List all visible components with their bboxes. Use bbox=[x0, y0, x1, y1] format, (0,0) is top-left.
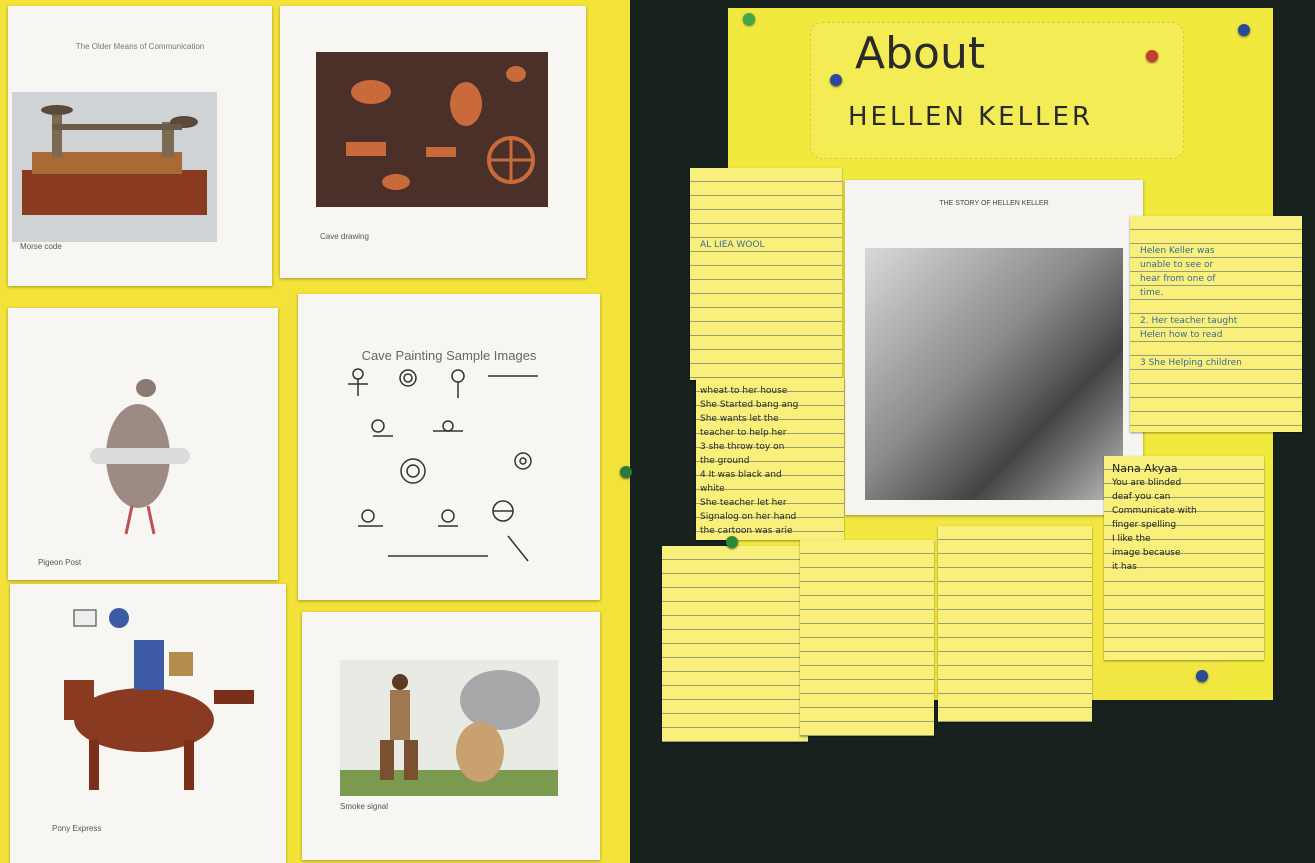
push-pin bbox=[726, 536, 738, 548]
handwritten-note bbox=[1130, 216, 1302, 432]
note-line: 4 It was black and bbox=[700, 470, 782, 480]
push-pin bbox=[1196, 670, 1208, 682]
note-line: She Started bang ang bbox=[700, 400, 799, 410]
handwritten-note bbox=[696, 378, 844, 540]
cave-drawing-caption: Cave drawing bbox=[320, 232, 369, 241]
about-title: About bbox=[855, 28, 986, 79]
pigeon-image bbox=[76, 376, 196, 540]
note-line: Helen Keller was bbox=[1140, 246, 1215, 256]
note-line: time. bbox=[1140, 288, 1164, 298]
note-line: Signalog on her hand bbox=[700, 512, 797, 522]
telegraph-sheet-title: The Older Means of Communication bbox=[75, 42, 205, 51]
note-line: teacher to help her bbox=[700, 428, 787, 438]
pony-express-caption: Pony Express bbox=[52, 824, 102, 833]
helen-keller-photo-sheet bbox=[845, 180, 1143, 515]
handwritten-note bbox=[662, 546, 808, 742]
note-line: Helen how to read bbox=[1140, 330, 1223, 340]
note-line: image because bbox=[1112, 548, 1181, 558]
note-line: unable to see or bbox=[1140, 260, 1214, 270]
about-subtitle: HELLEN KELLER bbox=[848, 102, 1094, 132]
note-line: You are blinded bbox=[1112, 478, 1182, 488]
handwritten-note bbox=[938, 526, 1092, 722]
cave-painting-title: Cave Painting Sample Images bbox=[361, 348, 537, 363]
note-line: 3 she throw toy on bbox=[700, 442, 785, 452]
smoke-signal-caption: Smoke signal bbox=[340, 802, 389, 811]
pigeon-sheet bbox=[8, 308, 278, 580]
smoke-signal-sheet bbox=[302, 612, 600, 860]
note-line: the ground bbox=[700, 456, 750, 466]
note-line: 2. Her teacher taught bbox=[1140, 316, 1238, 326]
push-pin bbox=[830, 74, 842, 86]
note-line: finger spelling bbox=[1112, 520, 1177, 530]
smoke-signal-image bbox=[340, 660, 558, 796]
telegraph-caption: Morse code bbox=[20, 242, 62, 251]
note-line: AL LIEA WOOL bbox=[700, 240, 765, 250]
note-line: it has bbox=[1112, 562, 1137, 572]
handwritten-note bbox=[690, 168, 842, 380]
note-line: She wants let the bbox=[700, 414, 779, 424]
note-line: I like the bbox=[1112, 534, 1151, 544]
cave-drawing-sheet bbox=[280, 6, 586, 278]
handwritten-note bbox=[1104, 456, 1264, 660]
telegraph-image bbox=[12, 92, 217, 242]
note-line: 3 She Helping children bbox=[1140, 358, 1242, 368]
cave-painting-sheet bbox=[298, 294, 600, 600]
cave-painting-image bbox=[338, 366, 563, 566]
handwritten-note bbox=[800, 540, 934, 736]
pony-express-image bbox=[44, 600, 254, 800]
note-line: Nana Akyaa bbox=[1112, 462, 1178, 475]
push-pin bbox=[743, 13, 755, 25]
note-line: wheat to her house bbox=[700, 386, 788, 396]
note-line: Communicate with bbox=[1112, 506, 1197, 516]
note-line: She teacher let her bbox=[700, 498, 787, 508]
push-pin bbox=[1238, 24, 1250, 36]
push-pin bbox=[620, 466, 632, 478]
helen-keller-photo bbox=[865, 248, 1123, 500]
note-line: the cartoon was arie bbox=[700, 526, 793, 536]
cave-drawing-image bbox=[316, 52, 548, 207]
note-line: deaf you can bbox=[1112, 492, 1171, 502]
photo-title: THE STORY OF HELLEN KELLER bbox=[939, 200, 1049, 207]
note-line: white bbox=[700, 484, 725, 494]
telegraph-sheet bbox=[8, 6, 272, 286]
pony-express-sheet bbox=[10, 584, 286, 863]
note-line: hear from one of bbox=[1140, 274, 1216, 284]
push-pin bbox=[1146, 50, 1158, 62]
pigeon-caption: Pigeon Post bbox=[38, 558, 82, 567]
